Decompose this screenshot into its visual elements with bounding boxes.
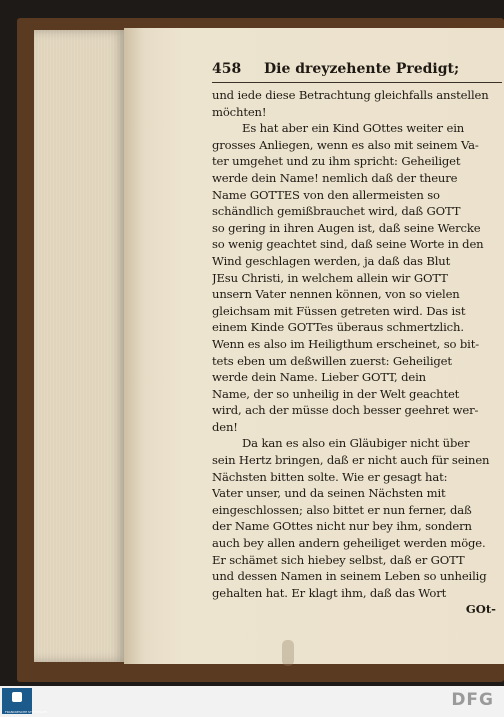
text-line: Da kan es also ein Gläubiger nicht über <box>242 436 470 451</box>
text-line: den! <box>212 419 238 434</box>
institution-logo-icon[interactable] <box>2 688 48 714</box>
text-line: Es hat aber ein Kind GOttes weiter ein <box>242 121 465 136</box>
text-line: Er schämet sich hiebey selbst, daß er GOTT <box>212 552 465 567</box>
text-line: auch bey allen andern geheiliget werden möge. <box>212 536 486 551</box>
logo-caption: FRANCKESCHE STIFTUNGEN <box>5 710 48 714</box>
page-edges <box>34 30 126 662</box>
text-line: Wenn es also im Heiligthum erscheinet, so bit- <box>212 336 480 351</box>
text-line: ter umgehet und zu ihm spricht: Geheiliget <box>212 154 461 169</box>
text-line: gleichsam mit Füssen getreten wird. Das ist <box>212 303 466 318</box>
funder-logo[interactable]: DFG <box>451 690 494 710</box>
text-line: gehalten hat. Er klagt ihm, daß das Wort <box>212 585 447 600</box>
text-line: unsern Vater nennen können, von so vielen <box>212 287 460 302</box>
text-line: so wenig geachtet sind, daß seine Worte in den <box>212 237 484 252</box>
text-line: sein Hertz bringen, daß er nicht auch für seinen <box>212 453 490 468</box>
page-header <box>212 58 502 83</box>
book-page <box>124 28 504 664</box>
text-line: Name, der so unheilig in der Welt geachtet <box>212 386 460 401</box>
text-line: schändlich gemißbrauchet wird, daß GOTT <box>212 204 461 219</box>
text-line: einem Kinde GOTTes überaus schmertzlich. <box>212 320 464 335</box>
text-line: werde dein Name. Lieber GOTT, dein <box>212 370 426 385</box>
text-line: Wind geschlagen werden, ja daß das Blut <box>212 253 451 268</box>
text-line: der Name GOttes nicht nur bey ihm, sondern <box>212 519 472 534</box>
viewer-footer <box>0 686 504 717</box>
text-line: und iede diese Betrachtung gleichfalls anstellen <box>212 88 489 102</box>
text-line: Vater unser, und da seinen Nächsten mit <box>212 486 446 501</box>
page-text-block <box>212 58 502 618</box>
text-line: grosses Anliegen, wenn es also mit seinem Va- <box>212 137 479 152</box>
text-line: werde dein Name! nemlich daß der theure <box>212 170 458 185</box>
catchword: GOt- <box>465 602 496 617</box>
text-line: und dessen Namen in seinem Leben so unheilig <box>212 569 487 584</box>
text-line: Nächsten bitten solte. Wie er gesagt hat: <box>212 469 448 484</box>
text-line: so gering in ihren Augen ist, daß seine Wercke <box>212 220 481 235</box>
running-title: Die dreyzehente Predigt; <box>264 61 460 77</box>
text-line: eingeschlossen; also bittet er nun ferner, daß <box>212 502 472 517</box>
text-line: wird, ach der müsse doch besser geehret wer- <box>212 403 479 418</box>
paper-stain <box>282 640 294 666</box>
text-lines <box>212 87 502 601</box>
text-line: JEsu Christi, in welchem allein wir GOTT <box>212 270 448 285</box>
text-line: möchten! <box>212 104 267 119</box>
page-number: 458 <box>212 61 242 77</box>
text-line: tets eben um deßwillen zuerst: Geheiliget <box>212 353 452 368</box>
text-line: Name GOTTES von den allermeisten so <box>212 187 440 202</box>
